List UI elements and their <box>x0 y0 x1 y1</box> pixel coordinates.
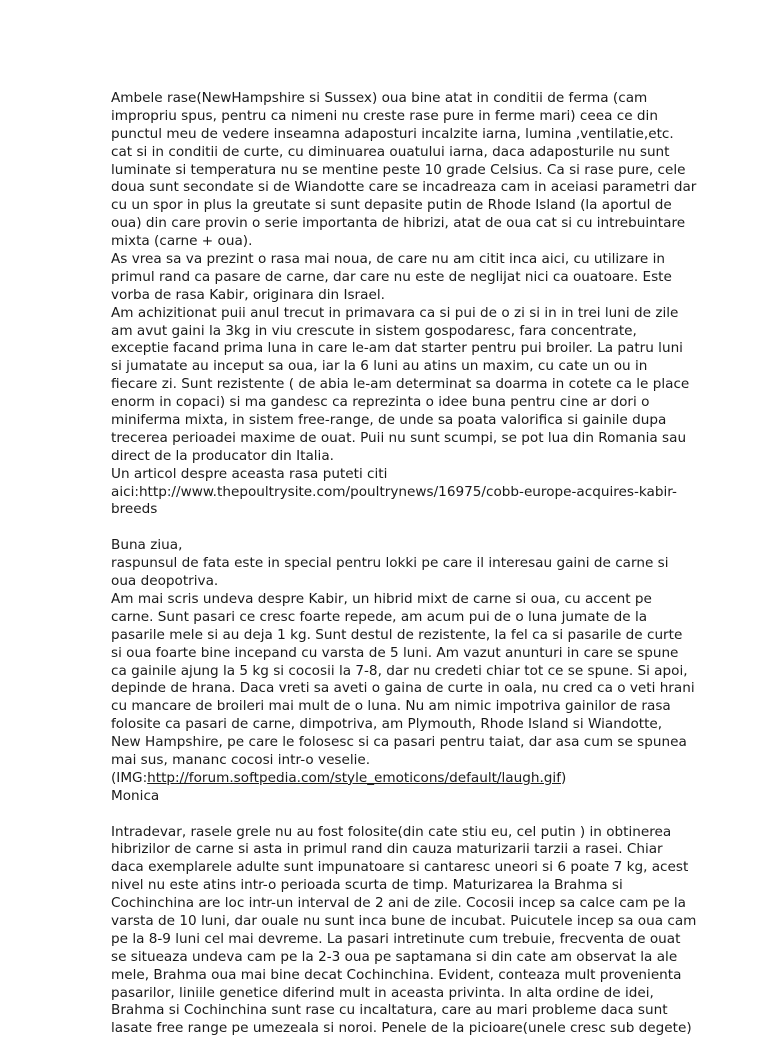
text-line: Am achizitionat puii anul trecut in primavara ca si pui de o zi si in in trei luni de zile <box>111 304 679 321</box>
text-line: ca gainile ajung la 5 kg si cocosii la 7-8, dar nu credeti chiar tot ce se spune. Si apoi, <box>111 662 688 679</box>
signature: Monica <box>111 787 160 804</box>
text-line: oua) din care provin o serie importanta de hibrizi, atat de oua cat si cu intrebuintare <box>111 215 686 232</box>
text-line: doua sunt secondate si de Wiandotte care se incadreaza cam in aceiasi parametri dar <box>111 179 697 196</box>
text-line: carne. Sunt pasari ce cresc foarte repede, am acum pui de o luna jumate de la <box>111 608 648 625</box>
text-line: hibrizilor de carne si asta in primul rand din cauza maturizarii tarzii a rasei. Chiar <box>111 841 663 858</box>
img-suffix: ) <box>561 769 567 786</box>
paragraph-spacer <box>111 806 671 824</box>
text-line: direct de la producator din Italia. <box>111 447 334 464</box>
text-line: daca exemplarele adulte sunt impunatoare si cantaresc uneori si 6 poate 7 kg, acest <box>111 859 689 876</box>
text-line: Buna ziua, <box>111 537 183 554</box>
text-line: lasate free range pe umezeala si noroi. Penele de la picioare(unele cresc sub degete) <box>111 1020 692 1037</box>
text-line: raspunsul de fata este in special pentru lokki pe care il interesau gaini de carne si <box>111 555 669 572</box>
text-line: pe la 8-9 luni cel mai devreme. La pasari intretinute cum trebuie, frecventa de ouat <box>111 930 681 947</box>
text-line: breeds <box>111 501 158 518</box>
text-line: impropriu spus, pentru ca nimeni nu creste rase pure in ferme mari) ceea ce din <box>111 107 658 124</box>
paragraph-2 <box>111 537 695 805</box>
paragraph-spacer <box>111 519 671 537</box>
text-line: oua deopotriva. <box>111 573 219 590</box>
text-line: Cochinchina are loc intr-un interval de 2 ani de zile. Cocosii incep sa calce cam pe la <box>111 895 686 912</box>
text-line: si jumatate au inceput sa oua, iar la 6 luni au atins un maxim, cu cate un ou in <box>111 358 648 375</box>
text-line: mele, Brahma oua mai bine decat Cochinchina. Evident, conteaza mult provenienta <box>111 966 682 983</box>
text-line: depinde de hrana. Daca vreti sa aveti o gaina de curte in oala, nu cred ca o veti hrani <box>111 680 695 697</box>
text-line: vorba de rasa Kabir, originara din Israel. <box>111 286 385 303</box>
text-line: cu mancare de broileri mai mult de o luna. Nu am nimic impotriva gainilor de rasa <box>111 698 671 715</box>
text-line: cat si in conditii de curte, cu diminuarea ouatului iarna, daca adaposturile nu sunt <box>111 143 670 160</box>
text-line: luminate si temperatura nu se mentine peste 10 grade Celsius. Ca si rase pure, cele <box>111 161 686 178</box>
text-line: As vrea sa va prezint o rasa mai noua, de care nu am citit inca aici, cu utilizare in <box>111 251 666 268</box>
text-line: fiecare zi. Sunt rezistente ( de abia le-am determinat sa doarma in cotete ca le place <box>111 376 690 393</box>
text-line: mai sus, mananc cocosi intr-o veselie. <box>111 751 371 768</box>
text-line: pasarile mele si au deja 1 kg. Sunt destul de rezistente, la fel ca si pasarile de curte <box>111 626 683 643</box>
text-line: si oua foarte bine incepand cu varsta de 5 luni. Am vazut anunturi in care se spune <box>111 644 679 661</box>
text-line: se situeaza undeva cam pe la 2-3 oua pe saptamana si din cate am observat la ale <box>111 948 678 965</box>
text-line: aici:http://www.thepoultrysite.com/poultrynews/16975/cobb-europe-acquires-kabir- <box>111 483 677 500</box>
text-line: Un articol despre aceasta rasa puteti citi <box>111 465 388 482</box>
document-body <box>111 90 697 1038</box>
img-prefix: (IMG: <box>111 769 148 786</box>
text-line: mixta (carne + oua). <box>111 233 253 250</box>
text-line: punctul meu de vedere inseamna adaposturi incalzite iarna, lumina ,ventilatie,etc. <box>111 125 674 142</box>
text-line: exceptie facand prima luna in care le-am dat starter pentru pui broiler. La patru luni <box>111 340 683 357</box>
text-line: folosite ca pasari de carne, dimpotriva, am Plymouth, Rhode Island si Wiandotte, <box>111 716 663 733</box>
text-line: New Hampshire, pe care le folosesc si ca pasari pentru taiat, dar asa cum se spunea <box>111 734 687 751</box>
text-line: Am mai scris undeva despre Kabir, un hibrid mixt de carne si oua, cu accent pe <box>111 590 652 607</box>
text-line: miniferma mixta, in sistem free-range, de unde sa poata valorifica si gainile dupa <box>111 412 667 429</box>
text-line: Intradevar, rasele grele nu au fost folosite(din cate stiu eu, cel putin ) in obtinerea <box>111 823 672 840</box>
paragraph-1 <box>111 90 697 519</box>
text-line: am avut gaini la 3kg in viu crescute in sistem gospodaresc, fara concentrate, <box>111 322 637 339</box>
text-line: primul rand ca pasare de carne, dar care nu este de neglijat nici ca ouatoare. Este <box>111 268 672 285</box>
text-line: cu un spor in plus la greutate si sunt depasite putin de Rhode Island (la aportul de <box>111 197 672 214</box>
text-line: nivel nu este atins intr-o perioada scurta de timp. Maturizarea la Brahma si <box>111 877 623 894</box>
emoticon-link[interactable]: http://forum.softpedia.com/style_emoticons/default/laugh.gif <box>147 769 561 786</box>
text-line: pasarilor, liniile genetice diferind mult in aceasta privinta. In alta ordine de idei, <box>111 984 654 1001</box>
img-line <box>111 770 671 788</box>
text-line: Brahma si Cochinchina sunt rase cu incaltatura, care au mari probleme daca sunt <box>111 1002 668 1019</box>
text-line: varsta de 10 luni, dar ouale nu sunt inca bune de incubat. Puicutele incep sa oua cam <box>111 912 697 929</box>
text-line: trecerea perioadei maxime de ouat. Puii nu sunt scumpi, se pot lua din Romania sau <box>111 429 687 446</box>
text-line: enorm in copaci) si ma gandesc ca reprezinta o idee buna pentru cine ar dori o <box>111 394 650 411</box>
text-line: Ambele rase(NewHampshire si Sussex) oua bine atat in conditii de ferma (cam <box>111 90 648 106</box>
paragraph-3 <box>111 823 697 1038</box>
